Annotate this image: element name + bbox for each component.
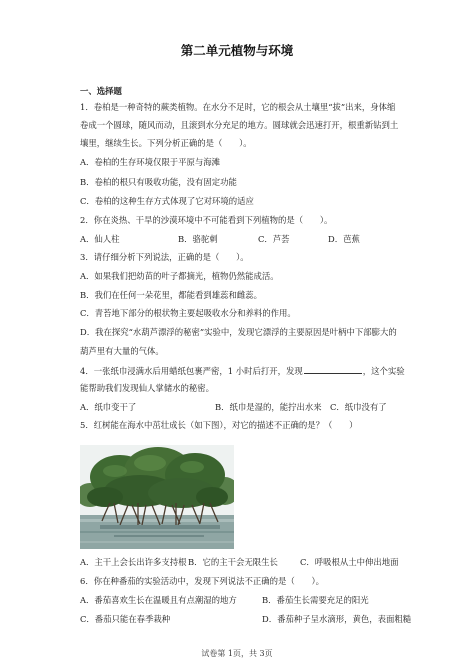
page-footer: 试卷第 1页，共 3页 [201,649,273,658]
q4-option-b[interactable]: B．纸巾是湿的，能拧出水来 [215,402,322,412]
q1-option-b[interactable]: B．卷柏的根只有吸收功能，没有固定功能 [80,177,237,187]
q5-option-a[interactable]: A．主干上会长出许多支持根 [80,557,187,567]
q6-option-a[interactable]: A．番茄喜欢生长在温暖且有点潮湿的地方 [80,595,237,605]
q6-stem: 6．你在种番茄的实验活动中，发现下列说法不正确的是（ ）。 [80,576,325,586]
q6-option-d[interactable]: D．番茄种子呈水滴形，黄色，表面粗糙 [262,614,412,624]
q3-option-d-cont: 葫芦里有大量的气体。 [80,346,164,356]
q5-option-c[interactable]: C．呼吸根从土中伸出地面 [300,557,399,567]
q2-option-c[interactable]: C．芦荟 [258,234,290,244]
q1-option-c[interactable]: C．卷柏的这种生存方式体现了它对环境的适应 [80,196,254,206]
mangrove-photo [80,445,234,549]
q4-option-c[interactable]: C．纸巾没有了 [330,402,387,412]
q4-stem-line2: 能帮助我们发现仙人掌储水的秘密。 [80,383,214,393]
q5-stem: 5．红树能在海水中茁壮成长（如下图），对它的描述不正确的是？（ ） [80,420,358,430]
q1-stem-line3: 壤里，继续生长。下列分析正确的是（ ）。 [80,138,252,148]
q6-option-b[interactable]: B．番茄生长需要充足的阳光 [262,595,369,605]
q1-option-a[interactable]: A．卷柏的生存环境仅限于平原与海滩 [80,157,221,167]
q1-stem-line2: 卷成一个圆球，随风而动，且滚到水分充足的地方。圆球就会迅速打开，根重新钻到土 [80,120,399,130]
q2-stem: 2．你在炎热、干旱的沙漠环境中不可能看到下列植物的是（ ）。 [80,215,333,225]
q2-option-d[interactable]: D．芭蕉 [328,234,360,244]
q4-stem-part2: ，这个实验 [362,366,405,376]
q2-option-a[interactable]: A．仙人柱 [80,234,120,244]
q1-stem-line1: 1．卷柏是一种奇特的蕨类植物。在水分不足时，它的根会从土壤里“拔”出来，身体缩 [80,102,396,112]
q5-option-b[interactable]: B．它的主干会无限生长 [188,557,278,567]
q4-stem-part1: 4．一张纸巾浸满水后用蜡纸包裹严密，1 小时后打开，发现 [80,366,303,376]
q3-option-a[interactable]: A．如果我们把幼苗的叶子都摘光，植物仍然能成活。 [80,271,279,281]
q2-option-b[interactable]: B．骆驼刺 [178,234,218,244]
q3-option-d[interactable]: D．我在探究“水葫芦漂浮的秘密”实验中，发现它漂浮的主要原因是叶柄中下部膨大的 [80,327,397,337]
q4-stem-line1 [80,365,405,377]
q6-option-c[interactable]: C．番茄只能在春季栽种 [80,614,171,624]
q3-option-b[interactable]: B．我们在任何一朵花里，都能看到雄蕊和雌蕊。 [80,290,263,300]
q3-stem: 3．请仔细分析下列说法，正确的是（ ）。 [80,252,249,262]
q4-answer-blank[interactable] [304,365,362,374]
section-heading: 一、选择题 [80,86,122,96]
page-title: 第二单元植物与环境 [180,43,294,58]
q4-option-a[interactable]: A．纸巾变干了 [80,402,137,412]
q3-option-c[interactable]: C．青苔地下部分的根状物主要起吸收水分和养料的作用。 [80,308,296,318]
